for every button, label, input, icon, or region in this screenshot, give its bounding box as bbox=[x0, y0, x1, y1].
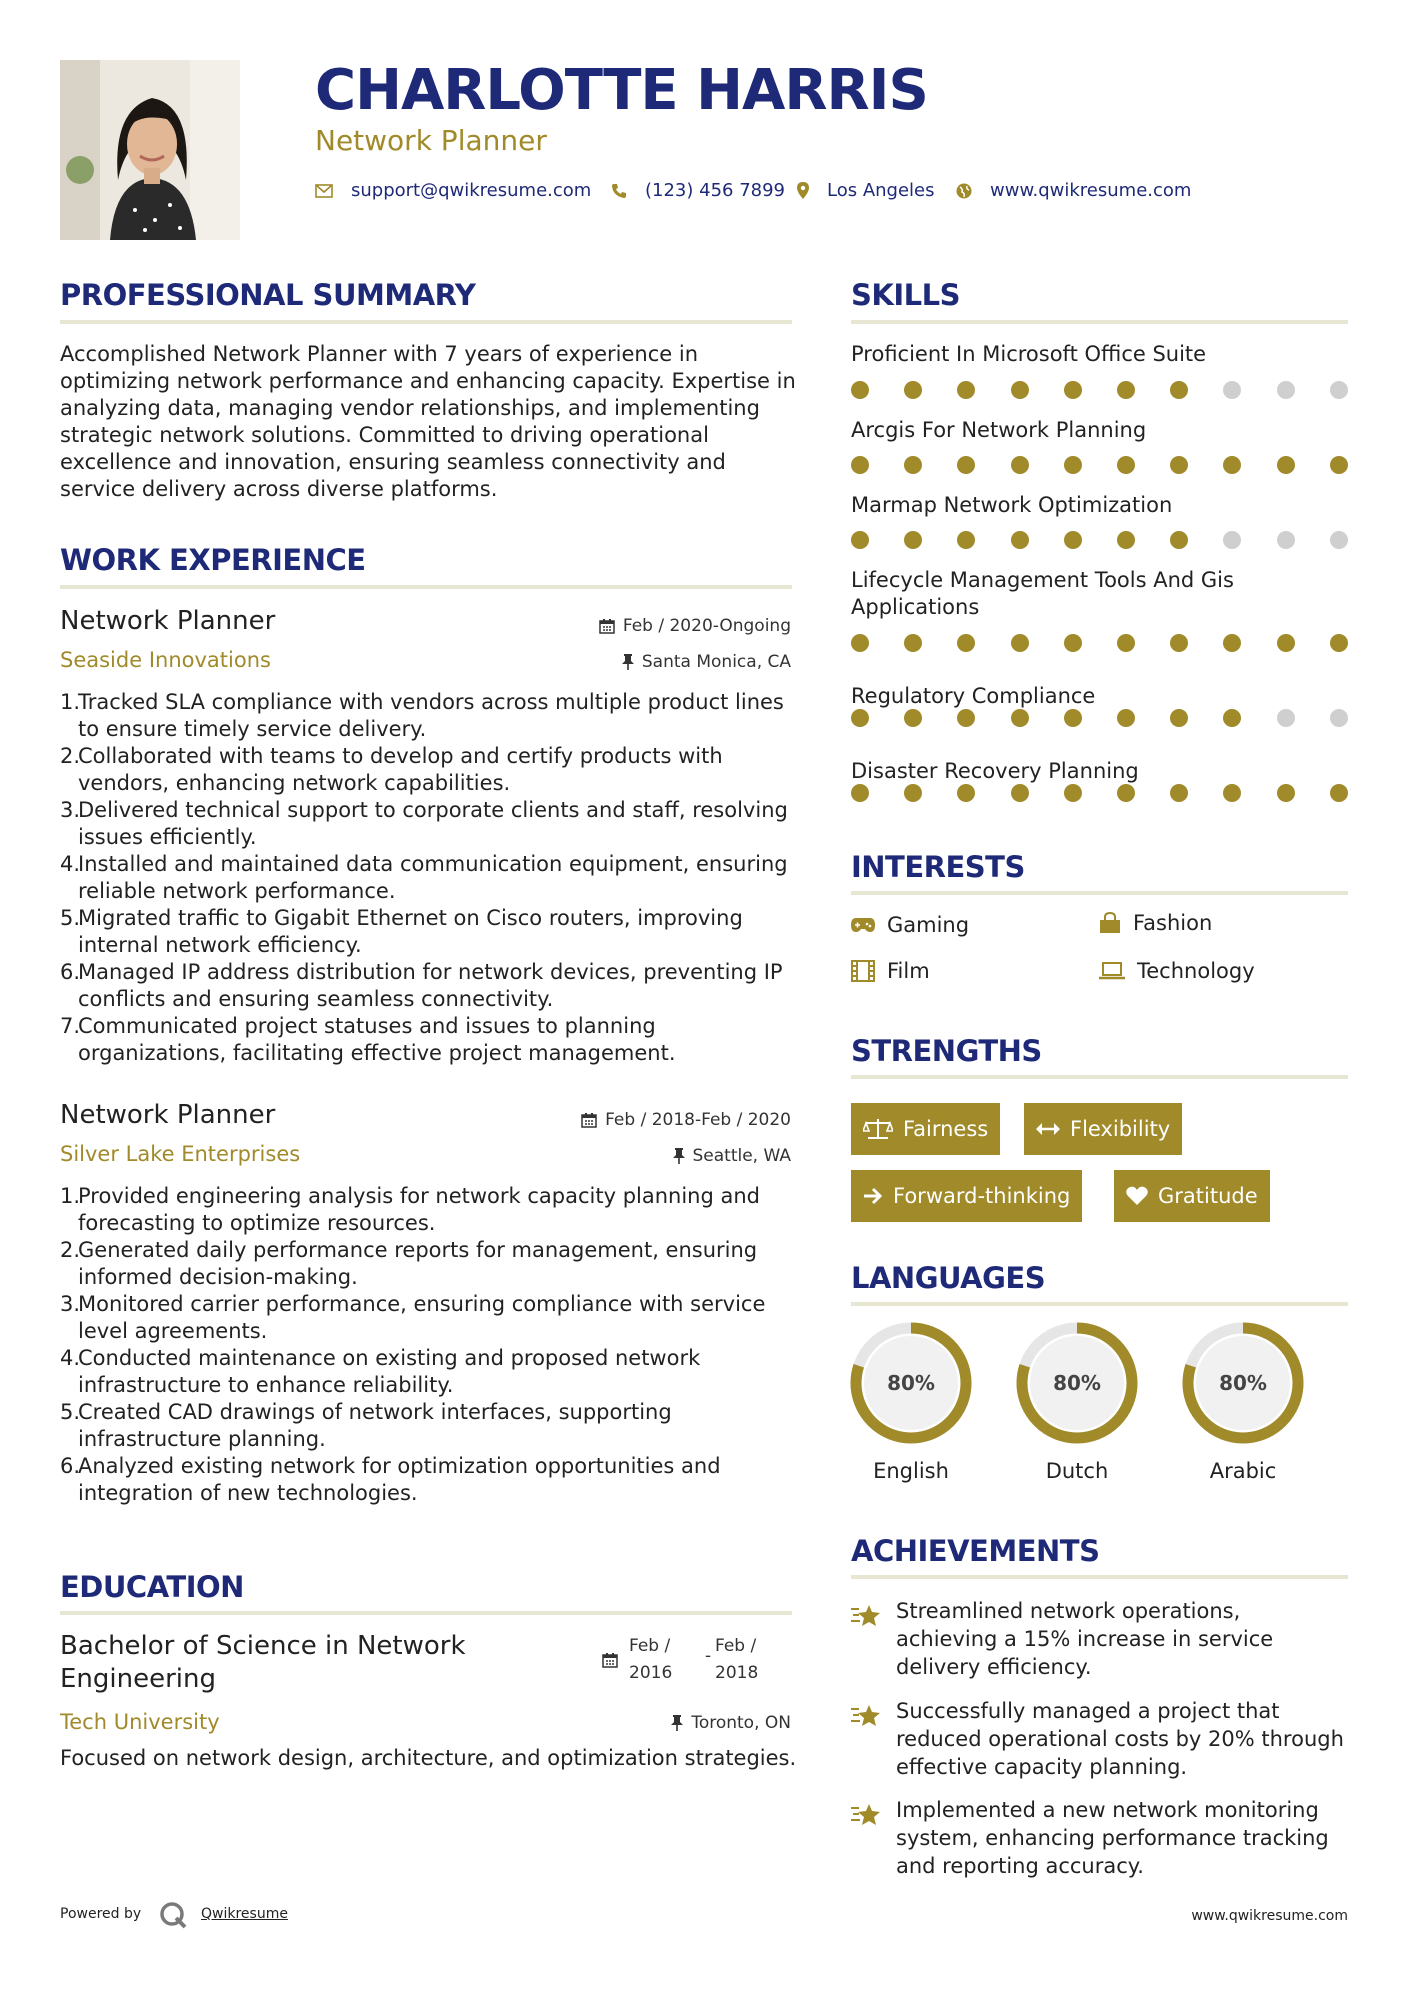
skill-dot-filled bbox=[904, 709, 922, 727]
achievement-item: Implemented a new network monitoring system, enhancing performance tracking and reporting accuracy. bbox=[896, 1798, 1329, 1878]
gamepad-icon bbox=[851, 918, 875, 932]
skill-dot-filled bbox=[1330, 456, 1348, 474]
interest-item bbox=[1099, 959, 1255, 983]
edu-start-year: 2016 bbox=[629, 1663, 673, 1683]
skill-dot-filled bbox=[957, 531, 975, 549]
job-location bbox=[673, 1146, 792, 1166]
interest-item bbox=[851, 959, 930, 983]
skill-dot-empty bbox=[1330, 709, 1348, 727]
skill-dot-filled bbox=[1117, 709, 1135, 727]
skill-dot-filled bbox=[1064, 784, 1082, 802]
globe-icon bbox=[956, 183, 972, 199]
skill-dot-filled bbox=[1330, 784, 1348, 802]
edu-date-dash: - bbox=[705, 1646, 712, 1666]
bullet-text: Installed and maintained data communication equipment, ensuring reliable network performance. bbox=[78, 852, 788, 903]
job-location-text: Santa Monica, CA bbox=[641, 652, 791, 672]
skill-dot-filled bbox=[904, 784, 922, 802]
bullet-text: Provided engineering analysis for network capacity planning and forecasting to optimize resources. bbox=[78, 1184, 761, 1235]
skill-dot-filled bbox=[904, 381, 922, 399]
skill-name: Disaster Recovery Planning bbox=[851, 759, 1139, 783]
skill-dot-filled bbox=[957, 381, 975, 399]
job-dates-text: Feb / 2020-Ongoing bbox=[622, 616, 791, 636]
job-bullet bbox=[60, 1291, 800, 1345]
achievements-heading: ACHIEVEMENTS bbox=[851, 1534, 1100, 1568]
language-name: English bbox=[873, 1459, 949, 1483]
skill-dot-filled bbox=[1117, 456, 1135, 474]
star-award-icon bbox=[850, 1802, 882, 1828]
bullet-text: Communicated project statuses and issues to planning organizations, facilitating effective project management. bbox=[78, 1014, 676, 1065]
language-name: Dutch bbox=[1045, 1459, 1109, 1483]
website-text: www.qwikresume.com bbox=[990, 180, 1192, 201]
email-text: support@qwikresume.com bbox=[351, 180, 592, 201]
calendar-icon bbox=[581, 1112, 597, 1128]
education-heading: EDUCATION bbox=[60, 1570, 244, 1604]
job-bullet bbox=[60, 1013, 800, 1067]
heart-icon bbox=[1126, 1186, 1148, 1206]
skill-dot-filled bbox=[1064, 456, 1082, 474]
skill-dot-filled bbox=[1064, 531, 1082, 549]
job-company: Silver Lake Enterprises bbox=[60, 1142, 301, 1166]
skill-dot-filled bbox=[1170, 381, 1188, 399]
skill-name: Marmap Network Optimization bbox=[851, 493, 1173, 517]
bullet-text: Collaborated with teams to develop and certify products with vendors, enhancing network capabilities. bbox=[78, 744, 723, 795]
bullet-text: Generated daily performance reports for management, ensuring informed decision-making. bbox=[78, 1238, 758, 1289]
profile-photo bbox=[60, 60, 240, 240]
skill-dot-filled bbox=[851, 784, 869, 802]
film-icon bbox=[851, 960, 875, 982]
candidate-name: CHARLOTTE HARRIS bbox=[315, 58, 928, 123]
skill-dot-filled bbox=[851, 531, 869, 549]
language-percent: 80% bbox=[887, 1371, 935, 1395]
skill-dot-filled bbox=[1170, 634, 1188, 652]
skill-dot-empty bbox=[1223, 531, 1241, 549]
skill-dot-filled bbox=[1011, 709, 1029, 727]
skill-dot-filled bbox=[1223, 456, 1241, 474]
strength-badge bbox=[851, 1170, 1082, 1222]
bullet-number: 1. bbox=[60, 1184, 81, 1208]
job-bullet bbox=[60, 1399, 800, 1453]
skill-dot-filled bbox=[851, 381, 869, 399]
skills-heading: SKILLS bbox=[851, 278, 960, 312]
bullet-text: Analyzed existing network for optimization opportunities and integration of new technologies. bbox=[78, 1454, 721, 1505]
job-location-text: Seattle, WA bbox=[692, 1146, 791, 1166]
skill-dot-filled bbox=[851, 709, 869, 727]
skill-dot-empty bbox=[1223, 381, 1241, 399]
job-bullets bbox=[60, 1183, 800, 1507]
skill-dot-filled bbox=[1277, 456, 1295, 474]
skill-dot-empty bbox=[1330, 381, 1348, 399]
pushpin-icon bbox=[622, 654, 634, 670]
strength-badge bbox=[1114, 1170, 1270, 1222]
interest-item bbox=[851, 913, 969, 937]
skill-name: Proficient In Microsoft Office Suite bbox=[851, 342, 1207, 366]
skill-rating bbox=[851, 456, 1349, 474]
contact-email[interactable] bbox=[315, 180, 591, 201]
skill-dot-filled bbox=[1277, 634, 1295, 652]
bullet-text: Delivered technical support to corporate clients and staff, resolving issues efficiently. bbox=[78, 798, 788, 849]
skill-dot-filled bbox=[1117, 381, 1135, 399]
school-location bbox=[671, 1713, 791, 1733]
strengths-heading: STRENGTHS bbox=[851, 1034, 1042, 1068]
bullet-number: 4. bbox=[60, 852, 81, 876]
language-name: Arabic bbox=[1209, 1459, 1277, 1483]
job-bullet bbox=[60, 1237, 800, 1291]
pushpin-icon bbox=[673, 1148, 685, 1164]
skill-dot-filled bbox=[1223, 709, 1241, 727]
skill-name: Lifecycle Management Tools And Gis Applications bbox=[851, 568, 1234, 619]
job-bullet bbox=[60, 797, 800, 851]
degree-title: Bachelor of Science in Network Engineering bbox=[60, 1631, 466, 1694]
skill-dot-filled bbox=[957, 709, 975, 727]
skill-dot-empty bbox=[1277, 381, 1295, 399]
strength-label: Flexibility bbox=[1070, 1117, 1171, 1141]
skill-dot-empty bbox=[1330, 531, 1348, 549]
bullet-number: 3. bbox=[60, 798, 81, 822]
job-bullet bbox=[60, 1183, 800, 1237]
interest-item bbox=[1099, 911, 1212, 935]
skill-dot-filled bbox=[1170, 784, 1188, 802]
skill-dot-filled bbox=[1064, 709, 1082, 727]
bullet-text: Conducted maintenance on existing and proposed network infrastructure to enhance reliability. bbox=[78, 1346, 701, 1397]
arrows-horizontal-icon bbox=[1036, 1122, 1060, 1136]
bullet-number: 1. bbox=[60, 690, 81, 714]
candidate-title: Network Planner bbox=[315, 124, 547, 157]
bullet-text: Managed IP address distribution for network devices, preventing IP conflicts and ensuring seamless connectivity. bbox=[78, 960, 783, 1011]
skill-dot-filled bbox=[1170, 709, 1188, 727]
skills-divider bbox=[851, 320, 1348, 324]
bullet-number: 5. bbox=[60, 1400, 81, 1424]
summary-heading: PROFESSIONAL SUMMARY bbox=[60, 278, 476, 312]
strength-label: Gratitude bbox=[1158, 1184, 1258, 1208]
job-title: Network Planner bbox=[60, 1100, 276, 1130]
job-dates bbox=[581, 1110, 791, 1130]
job-bullet bbox=[60, 959, 800, 1013]
bullet-text: Created CAD drawings of network interfaces, supporting infrastructure planning. bbox=[78, 1400, 672, 1451]
job-title: Network Planner bbox=[60, 606, 276, 636]
shopping-bag-icon bbox=[1099, 912, 1121, 934]
skill-dot-filled bbox=[1011, 634, 1029, 652]
laptop-icon bbox=[1099, 962, 1125, 980]
bullet-number: 5. bbox=[60, 906, 81, 930]
job-bullet bbox=[60, 1345, 800, 1399]
skill-dot-filled bbox=[957, 784, 975, 802]
skill-dot-filled bbox=[904, 456, 922, 474]
strength-badge bbox=[851, 1103, 1000, 1155]
skill-dot-filled bbox=[1330, 634, 1348, 652]
job-bullet bbox=[60, 1453, 800, 1507]
language-ring bbox=[1181, 1321, 1305, 1445]
experience-heading: WORK EXPERIENCE bbox=[60, 543, 366, 577]
languages-heading: LANGUAGES bbox=[851, 1261, 1046, 1295]
job-bullet bbox=[60, 743, 800, 797]
bullet-text: Monitored carrier performance, ensuring compliance with service level agreements. bbox=[78, 1292, 766, 1343]
map-marker-icon bbox=[797, 182, 809, 199]
qwikresume-link[interactable]: Qwikresume bbox=[201, 1906, 288, 1922]
skill-dot-filled bbox=[1117, 531, 1135, 549]
skill-name: Regulatory Compliance bbox=[851, 684, 1096, 708]
contact-website[interactable] bbox=[956, 180, 1191, 201]
achievement-item: Streamlined network operations, achieving a 15% increase in service delivery efficiency. bbox=[896, 1599, 1274, 1679]
skill-name: Arcgis For Network Planning bbox=[851, 418, 1147, 442]
calendar-icon bbox=[602, 1652, 618, 1668]
skill-rating bbox=[851, 709, 1349, 727]
footer-website[interactable]: www.qwikresume.com bbox=[1191, 1908, 1348, 1924]
pushpin-icon bbox=[671, 1715, 683, 1731]
skill-dot-filled bbox=[957, 456, 975, 474]
skill-dot-filled bbox=[1117, 634, 1135, 652]
skill-dot-filled bbox=[851, 634, 869, 652]
bullet-number: 7. bbox=[60, 1014, 81, 1038]
bullet-number: 6. bbox=[60, 960, 81, 984]
summary-divider bbox=[60, 320, 792, 324]
skill-dot-filled bbox=[851, 456, 869, 474]
skill-dot-filled bbox=[1064, 381, 1082, 399]
skill-rating bbox=[851, 381, 1349, 399]
calendar-icon bbox=[599, 618, 615, 634]
skill-rating bbox=[851, 634, 1349, 652]
strength-label: Fairness bbox=[903, 1117, 989, 1141]
interest-label: Technology bbox=[1137, 959, 1255, 983]
strength-badge bbox=[1024, 1103, 1182, 1155]
edu-end-year: 2018 bbox=[715, 1663, 759, 1683]
powered-by-label: Powered by bbox=[60, 1906, 142, 1922]
contact-phone[interactable] bbox=[611, 180, 785, 201]
language-percent: 80% bbox=[1053, 1371, 1101, 1395]
bullet-text: Migrated traffic to Gigabit Ethernet on Cisco routers, improving internal network efficiency. bbox=[78, 906, 743, 957]
job-dates-text: Feb / 2018-Feb / 2020 bbox=[605, 1110, 791, 1130]
skill-dot-filled bbox=[1011, 381, 1029, 399]
language-ring bbox=[1015, 1321, 1139, 1445]
language-percent: 80% bbox=[1219, 1371, 1267, 1395]
bullet-number: 2. bbox=[60, 1238, 81, 1262]
bullet-number: 2. bbox=[60, 744, 81, 768]
bullet-number: 3. bbox=[60, 1292, 81, 1316]
skill-dot-filled bbox=[1011, 784, 1029, 802]
skill-dot-filled bbox=[904, 531, 922, 549]
education-divider bbox=[60, 1611, 792, 1615]
star-award-icon bbox=[850, 1603, 882, 1629]
languages-divider bbox=[851, 1302, 1348, 1306]
skill-dot-filled bbox=[1223, 634, 1241, 652]
edu-end-month: Feb / bbox=[715, 1636, 757, 1656]
skill-dot-filled bbox=[1117, 784, 1135, 802]
contact-location bbox=[797, 180, 935, 201]
skill-dot-filled bbox=[1170, 531, 1188, 549]
summary-text: Accomplished Network Planner with 7 years of experience in optimizing network performance and enhancing capacity. Expertise in analyzing data, managing vendor relationships, and implementing strategic network solutions. Committed to driving operational excellence and innovation, ensuring seamless connectivity and service delivery across diverse platforms. bbox=[60, 342, 796, 501]
skill-dot-empty bbox=[1277, 709, 1295, 727]
envelope-icon bbox=[315, 184, 333, 198]
language-ring bbox=[849, 1321, 973, 1445]
interest-label: Film bbox=[887, 959, 930, 983]
skill-dot-filled bbox=[1223, 784, 1241, 802]
interests-divider bbox=[851, 891, 1348, 895]
interest-label: Fashion bbox=[1133, 911, 1213, 935]
education-description: Focused on network design, architecture, and optimization strategies. bbox=[60, 1746, 797, 1770]
job-company: Seaside Innovations bbox=[60, 648, 271, 672]
skill-dot-filled bbox=[1064, 634, 1082, 652]
school-name: Tech University bbox=[60, 1710, 220, 1734]
skill-dot-empty bbox=[1277, 531, 1295, 549]
job-location bbox=[622, 652, 791, 672]
location-text: Los Angeles bbox=[827, 180, 935, 201]
job-bullet bbox=[60, 851, 800, 905]
interest-label: Gaming bbox=[887, 913, 970, 937]
bullet-number: 6. bbox=[60, 1454, 81, 1478]
achievement-item: Successfully managed a project that reduced operational costs by 20% through effective capacity planning. bbox=[896, 1699, 1344, 1779]
phone-text: (123) 456 7899 bbox=[645, 180, 786, 201]
qwikresume-logo-icon bbox=[158, 1900, 188, 1930]
job-bullets bbox=[60, 689, 800, 1067]
skill-dot-filled bbox=[957, 634, 975, 652]
school-location-text: Toronto, ON bbox=[691, 1713, 791, 1733]
skill-dot-filled bbox=[904, 634, 922, 652]
star-award-icon bbox=[850, 1703, 882, 1729]
skill-rating bbox=[851, 784, 1349, 802]
job-bullet bbox=[60, 689, 800, 743]
experience-divider bbox=[60, 585, 792, 589]
phone-icon bbox=[611, 183, 627, 199]
edu-start-month: Feb / bbox=[629, 1636, 671, 1656]
skill-dot-filled bbox=[1011, 531, 1029, 549]
skill-dot-filled bbox=[1011, 456, 1029, 474]
job-bullet bbox=[60, 905, 800, 959]
arrow-right-icon bbox=[863, 1187, 883, 1205]
bullet-text: Tracked SLA compliance with vendors across multiple product lines to ensure timely service delivery. bbox=[78, 690, 784, 741]
job-dates bbox=[599, 616, 791, 636]
bullet-number: 4. bbox=[60, 1346, 81, 1370]
skill-dot-filled bbox=[1170, 456, 1188, 474]
achievements-divider bbox=[851, 1575, 1348, 1579]
skill-rating bbox=[851, 531, 1349, 549]
strength-label: Forward-thinking bbox=[893, 1184, 1071, 1208]
strengths-divider bbox=[851, 1075, 1348, 1079]
skill-dot-filled bbox=[1277, 784, 1295, 802]
interests-heading: INTERESTS bbox=[851, 850, 1025, 884]
balance-scale-icon bbox=[863, 1118, 893, 1140]
